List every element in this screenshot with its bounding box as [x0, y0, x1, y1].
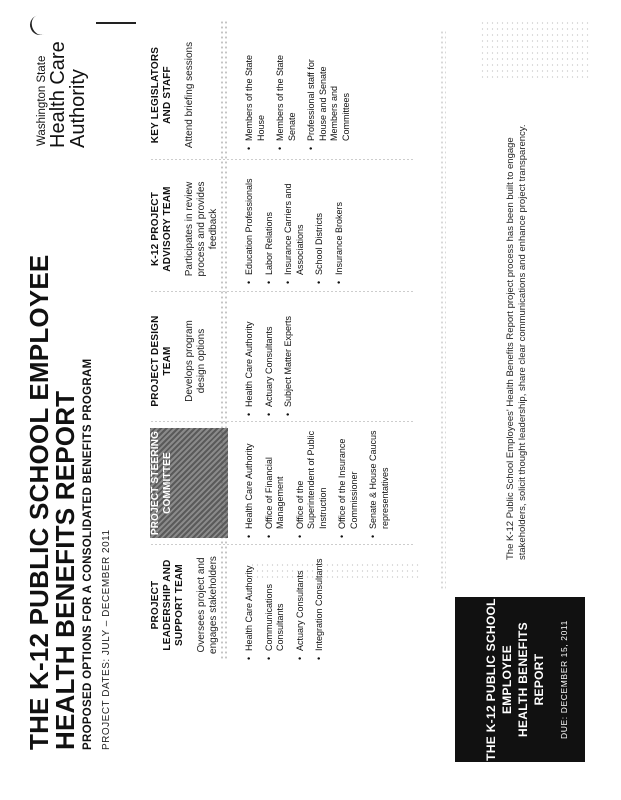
list-item: • Office of the Superintendent of Public Instruction [295, 428, 330, 538]
team-header-legislators: KEY LEGISLATORS AND STAFF Attend briefing sessions [150, 41, 195, 149]
column-separator [150, 159, 415, 160]
project-dates: PROJECT DATES: JULY – DECEMBER 2011 [101, 529, 112, 750]
list-item: • Office of the Insurance Commissioner [337, 428, 360, 538]
list-item: • Office of Financial Management [264, 428, 287, 538]
list-item: • Health Care Authority [244, 428, 256, 538]
list-item: • Actuary Consultants [264, 306, 276, 416]
list-item: • Insurance Brokers [334, 174, 346, 284]
team-members-advisory [244, 174, 353, 284]
report-box-title: THE K-12 PUBLIC SCHOOL EMPLOYEE HEALTH BENEFITS REPORT [484, 598, 546, 761]
list-item: • Members of the State House [244, 40, 267, 150]
list-item: • Communications Consultants [264, 550, 287, 660]
column-separator [150, 544, 415, 545]
list-item: • Actuary Consultants [295, 550, 307, 660]
team-header-design: PROJECT DESIGN TEAM Develops program design options [150, 315, 207, 407]
column-separator [150, 291, 415, 292]
team-members-design [244, 306, 303, 416]
list-item: • Members of the State Senate [275, 40, 298, 150]
list-item: • Health Care Authority [244, 306, 256, 416]
logo-state: Washington State [36, 55, 48, 146]
team-members-steering [244, 428, 399, 538]
scan-speckle [250, 560, 420, 580]
column-separator [150, 421, 415, 422]
list-item: • School Districts [314, 174, 326, 284]
header-dotted-band [220, 20, 228, 660]
report-due-box [455, 597, 585, 762]
summary-paragraph: The K-12 Public School Employees' Health Benefits Report project process has been built to engage stakeholders, solicit thought leadership, share clear communications and enhance project transparency. [505, 124, 528, 560]
hca-logo [36, 23, 88, 148]
team-header-leadership: PROJECT LEADERSHIP AND SUPPORT TEAM Oversees project and engages stakeholders [150, 556, 219, 654]
list-item: • Health Care Authority [244, 550, 256, 660]
logo-divider [96, 22, 136, 24]
list-item: • Insurance Carriers and Associations [283, 174, 306, 284]
list-item: • Professional staff for House and Senate Members and Committees [306, 40, 352, 150]
team-members-legislators [244, 40, 360, 150]
list-item: • Senate & House Caucus representatives [368, 428, 391, 538]
lower-dotted-band [440, 30, 446, 590]
report-title: THE K-12 PUBLIC SCHOOL EMPLOYEE HEALTH BENEFITS REPORT [24, 254, 80, 750]
report-due-date: DUE: DECEMBER 15, 2011 [559, 620, 569, 739]
list-item: • Integration Consultants [314, 550, 326, 660]
team-header-advisory: K-12 PROJECT ADVISORY TEAM Participates in review process and provides feedback [150, 181, 219, 277]
team-header-steering: PROJECT STEERING COMMITTEE [150, 428, 228, 538]
report-subtitle: PROPOSED OPTIONS FOR A CONSOLIDATED BENEFITS PROGRAM [82, 358, 94, 750]
list-item: • Subject Matter Experts [283, 306, 295, 416]
list-item: • Labor Relations [264, 174, 276, 284]
logo-agency: Health Care Authority [47, 41, 89, 148]
scan-speckle [480, 20, 590, 80]
list-item: • Education Professionals [244, 174, 256, 284]
